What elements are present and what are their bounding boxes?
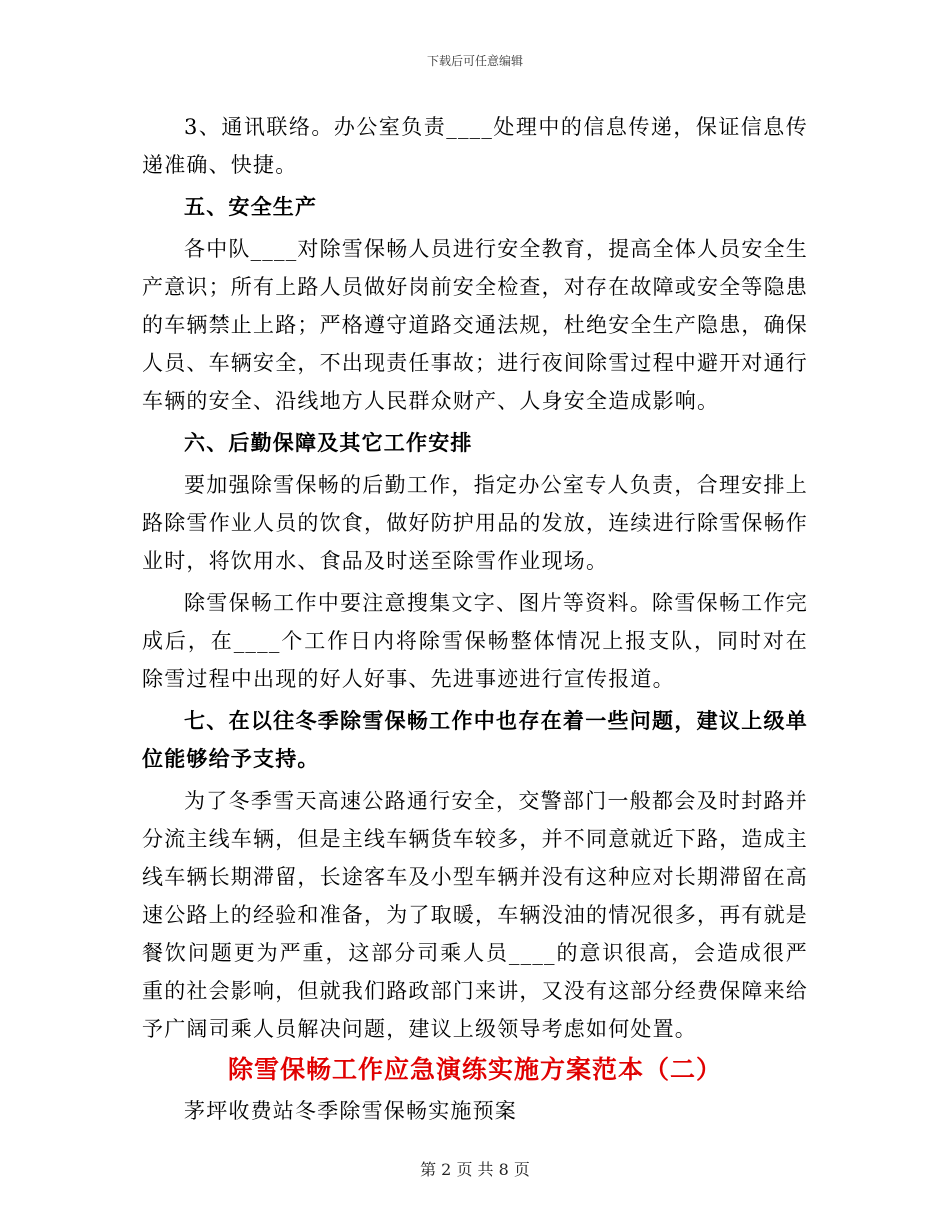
section-title: 除雪保畅工作应急演练实施方案范本（二）: [227, 1055, 722, 1084]
document-body: [142, 108, 808, 1130]
paragraph-safety: 各中队____对除雪保畅人员进行安全教育，提高全体人员安全生产意识；所有上路人员做好岗前安全检查，对存在故障或安全等隐患的车辆禁止上路；严格遵守道路交通法规，杜绝安全生产隐患，确保人员、车辆安全，不出现责任事故；进行夜间除雪过程中避开对通行车辆的安全、沿线地方人民群众财产、人身安全造成影响。: [142, 237, 808, 413]
heading-problems: 七、在以往冬季除雪保畅工作中也存在着一些问题，建议上级单位能够给予支持。: [142, 709, 808, 771]
page-header: 下载后可任意编辑: [426, 54, 523, 68]
paragraph-logistics: 要加强除雪保畅的后勤工作，指定办公室专人负责，合理安排上路除雪作业人员的饮食，做好防护用品的发放，连续进行除雪保畅作业时，将饮用水、食品及时送至除雪作业现场。: [142, 473, 808, 573]
paragraph-problems: 为了冬季雪天高速公路通行安全，交警部门一般都会及时封路并分流主线车辆，但是主线车辆货车较多，并不同意就近下路，造成主线车辆长期滞留，长途客车及小型车辆并没有这种应对长期滞留在高速公路上的经验和准备，为了取暖，车辆没油的情况很多，再有就是餐饮问题更为严重，这部分司乘人员____的意识很高，会造成很严重的社会影响，但就我们路政部门来讲，又没有这部分经费保障来给予广阔司乘人员解决问题，建议上级领导考虑如何处置。: [142, 789, 808, 1041]
heading-logistics: 六、后勤保障及其它工作安排: [184, 431, 473, 455]
heading-safety-production: 五、安全生产: [184, 195, 318, 219]
page-footer: 第 2 页 共 8 页: [420, 1160, 530, 1179]
paragraph-materials: 除雪保畅工作中要注意搜集文字、图片等资料。除雪保畅工作完成后，在____个工作日内将除雪保畅整体情况上报支队，同时对在除雪过程中出现的好人好事、先进事迹进行宣传报道。: [142, 591, 808, 691]
paragraph-communication: 3、通讯联络。办公室负责____处理中的信息传递，保证信息传递准确、快捷。: [142, 115, 808, 177]
paragraph-plan-name: 茅坪收费站冬季除雪保畅实施预案: [184, 1099, 517, 1123]
